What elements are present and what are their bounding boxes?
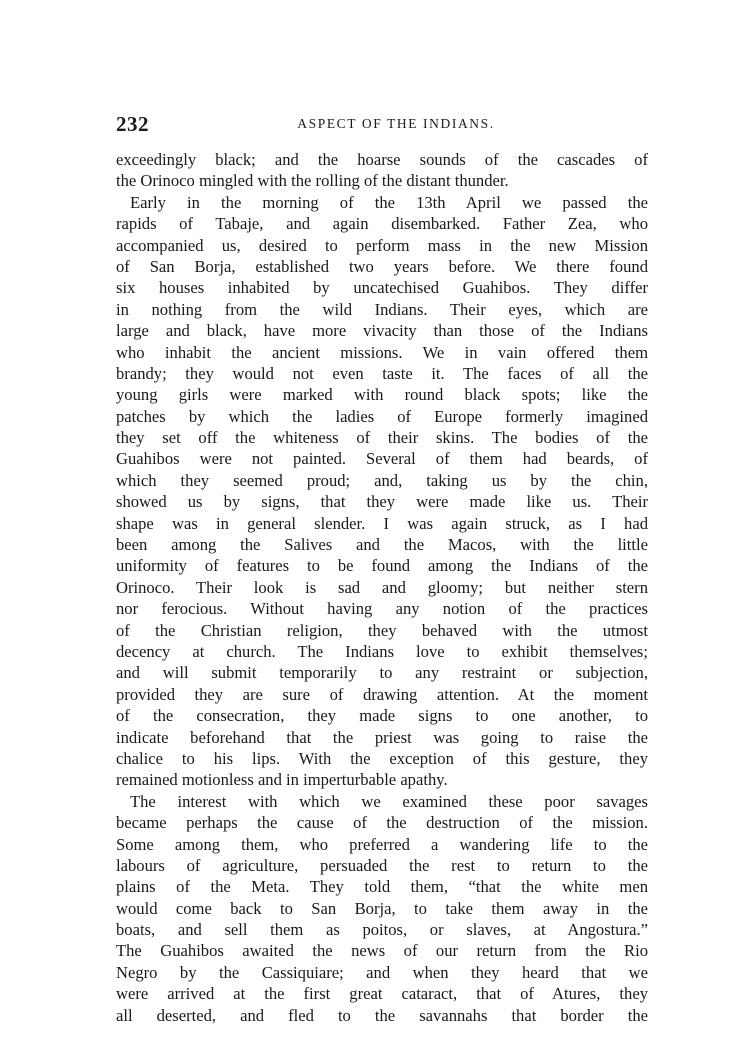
text-line: nor ferocious. Without having any notion of the practices [116, 599, 648, 619]
text-line: in nothing from the wild Indians. Their eyes, which are [116, 299, 648, 319]
text-line: labours of agriculture, persuaded the rest to return to the [116, 855, 648, 875]
text-line: The interest with which we examined these poor savages [130, 791, 648, 811]
text-line: remained motionless and in imperturbable apathy. [116, 770, 448, 790]
running-head: ASPECT OF THE INDIANS. [297, 116, 495, 131]
text-line: Some among them, who preferred a wandering life to the [116, 834, 648, 854]
text-line: and will submit temporarily to any restraint or subjection, [116, 663, 648, 683]
text-line: of San Borja, established two years before. We there found [116, 256, 648, 276]
text-line: brandy; they would not even taste it. The faces of all the [116, 363, 648, 383]
text-line: were arrived at the first great cataract, that of Atures, they [116, 984, 648, 1004]
text-line: exceedingly black; and the hoarse sounds of the cascades of [116, 150, 648, 169]
text-line: decency at church. The Indians love to exhibit themselves; [116, 641, 648, 661]
text-line: the Orinoco mingled with the rolling of the distant thunder. [116, 171, 509, 191]
page-header [116, 112, 646, 136]
text-line: large and black, have more vivacity than those of the Indians [116, 321, 648, 341]
text-line: of the Christian religion, they behaved with the utmost [116, 620, 648, 640]
page-number: 232 [116, 112, 149, 136]
text-line: all deserted, and fled to the savannahs that border the [116, 1005, 648, 1025]
text-line: Negro by the Cassiquiare; and when they heard that we [116, 962, 648, 982]
text-line: six houses inhabited by uncatechised Guahibos. They differ [116, 278, 648, 298]
text-line: who inhabit the ancient missions. We in vain offered them [116, 342, 648, 362]
text-line: The Guahibos awaited the news of our return from the Rio [116, 941, 648, 961]
text-line: showed us by signs, that they were made like us. Their [116, 492, 648, 512]
text-line: indicate beforehand that the priest was going to raise the [116, 727, 648, 747]
text-line: became perhaps the cause of the destruction of the mission. [116, 813, 648, 833]
text-line: Guahibos were not painted. Several of them had beards, of [116, 449, 648, 469]
text-line: which they seemed proud; and, taking us by the chin, [116, 470, 648, 490]
text-line: they set off the whiteness of their skins. The bodies of the [116, 428, 648, 448]
text-line: chalice to his lips. With the exception of this gesture, they [116, 748, 648, 768]
text-line: of the consecration, they made signs to one another, to [116, 706, 648, 726]
body-text [116, 149, 648, 1026]
text-line: Early in the morning of the 13th April we passed the [130, 192, 648, 212]
text-line: plains of the Meta. They told them, “that the white men [116, 877, 648, 897]
text-line: shape was in general slender. I was again struck, as I had [116, 513, 648, 533]
text-line: Orinoco. Their look is sad and gloomy; but neither stern [116, 577, 648, 597]
text-line: uniformity of features to be found among the Indians of the [116, 556, 648, 576]
text-line: rapids of Tabaje, and again disembarked. Father Zea, who [116, 214, 648, 234]
text-line: patches by which the ladies of Europe formerly imagined [116, 406, 648, 426]
text-line: would come back to San Borja, to take them away in the [116, 898, 648, 918]
text-line: boats, and sell them as poitos, or slaves, at Angostura.” [116, 920, 648, 940]
text-line: young girls were marked with round black spots; like the [116, 385, 648, 405]
text-line: provided they are sure of drawing attention. At the moment [116, 684, 648, 704]
text-line: accompanied us, desired to perform mass in the new Mission [116, 235, 648, 255]
text-line: been among the Salives and the Macos, with the little [116, 535, 648, 555]
